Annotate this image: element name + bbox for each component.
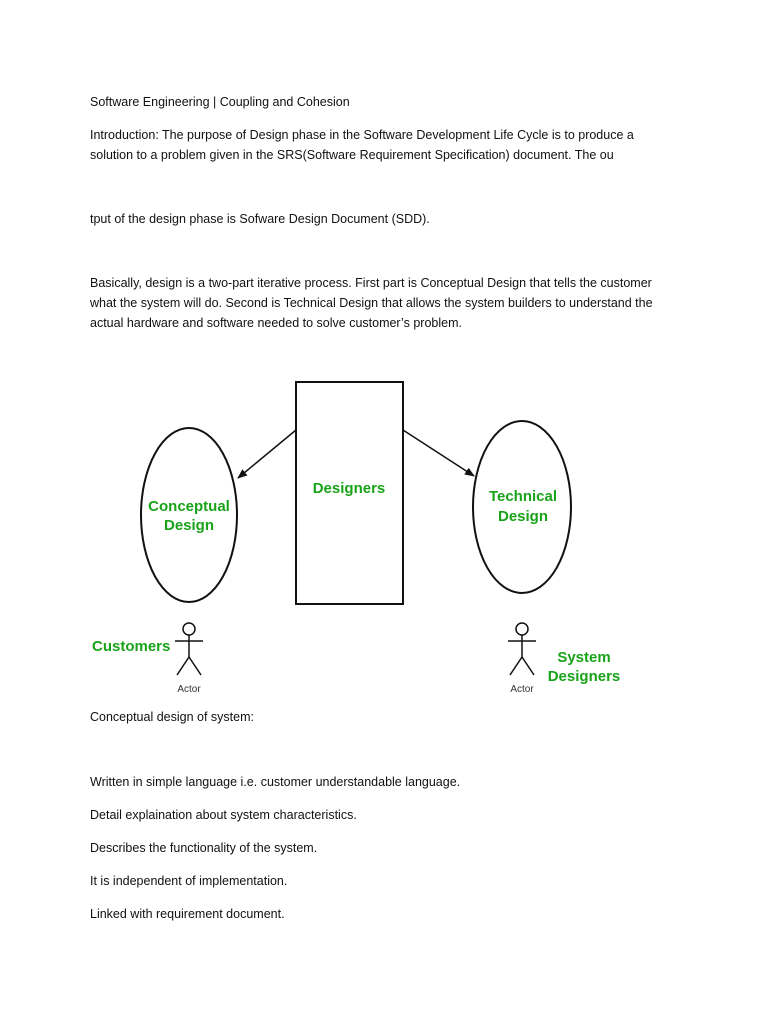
point-item: Linked with requirement document. <box>90 907 285 921</box>
paragraph-line-3: actual hardware and software needed to solve customer’s problem. <box>90 316 462 330</box>
intro-line-3: tput of the design phase is Sofware Design Document (SDD). <box>90 212 430 226</box>
technical-design-label-2: Design <box>497 508 549 525</box>
point-item: Detail explaination about system characteristics. <box>90 808 357 822</box>
conceptual-design-ellipse <box>141 428 237 602</box>
system-designers-label-1: System <box>557 649 611 666</box>
paragraph-line-1: Basically, design is a two-part iterative process. First part is Conceptual Design that tells the customer <box>90 276 652 290</box>
point-item: Describes the functionality of the system. <box>90 841 318 855</box>
paragraph-line-2: what the system will do. Second is Technical Design that allows the system builders to understand the <box>90 296 653 310</box>
arrow-to-technical <box>403 430 474 476</box>
intro-line-1: Introduction: The purpose of Design phase in the Software Development Life Cycle is to produce a <box>90 128 634 142</box>
document-title: Software Engineering | Coupling and Cohesion <box>90 95 350 109</box>
system-designers-actor-caption: Actor <box>510 684 534 695</box>
section-heading: Conceptual design of system: <box>90 710 254 724</box>
customer-actor-figure <box>175 623 203 675</box>
point-item: Written in simple language i.e. customer understandable language. <box>90 775 461 789</box>
conceptual-design-label-2: Design <box>163 517 215 534</box>
customer-actor-caption: Actor <box>177 684 201 695</box>
technical-design-label-1: Technical <box>488 488 558 505</box>
arrow-to-conceptual <box>238 430 296 478</box>
customers-label: Customers <box>92 638 171 655</box>
conceptual-design-label-1: Conceptual <box>148 498 230 515</box>
designers-label: Designers <box>312 480 386 497</box>
system-designers-actor-figure <box>508 623 536 675</box>
point-item: It is independent of implementation. <box>90 874 288 888</box>
intro-line-2: solution to a problem given in the SRS(Software Requirement Specification) document. The ou <box>90 148 614 162</box>
technical-design-ellipse <box>473 421 571 593</box>
system-designers-label-2: Designers <box>547 668 621 685</box>
design-process-diagram <box>0 360 768 710</box>
